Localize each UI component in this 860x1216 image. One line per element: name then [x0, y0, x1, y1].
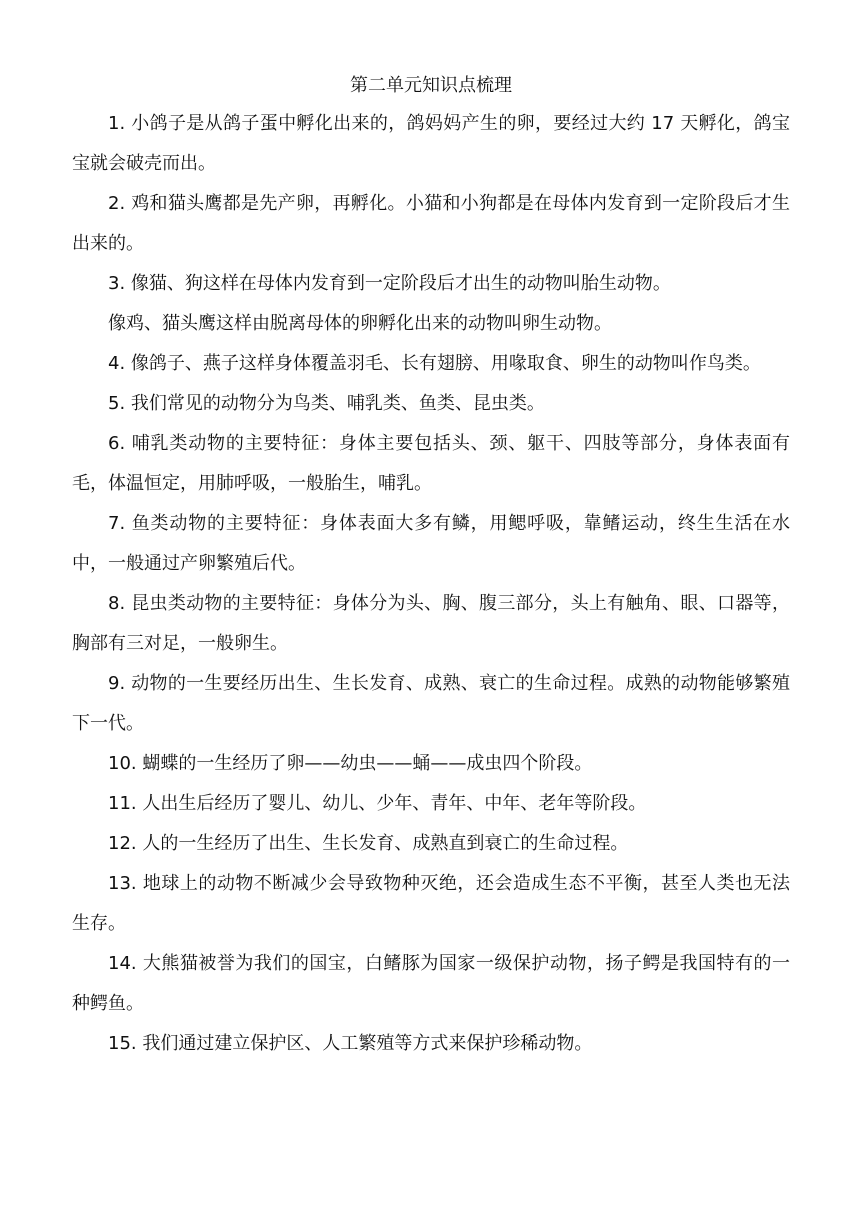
paragraph-10: 10. 蝴蝶的一生经历了卵——幼虫——蛹——成虫四个阶段。 — [108, 753, 593, 774]
document-title: 第二单元知识点梳理 — [350, 75, 512, 96]
paragraph-3: 3. 像猫、狗这样在母体内发育到一定阶段后才出生的动物叫胎生动物。 — [108, 273, 671, 294]
paragraph-8: 8. 昆虫类动物的主要特征：身体分为头、胸、腹三部分，头上有触角、眼、口器等，胸部有三对足，一般卵生。 — [72, 593, 790, 654]
paragraph-2: 2. 鸡和猫头鹰都是先产卵，再孵化。小猫和小狗都是在母体内发育到一定阶段后才生出来的。 — [72, 193, 790, 254]
paragraph-5: 5. 我们常见的动物分为鸟类、哺乳类、鱼类、昆虫类。 — [108, 393, 545, 414]
document-page — [72, 68, 790, 1064]
paragraph-1: 1. 小鸽子是从鸽子蛋中孵化出来的，鸽妈妈产生的卵，要经过大约 17 天孵化，鸽宝宝就会破壳而出。 — [72, 113, 790, 174]
paragraph-15: 15. 我们通过建立保护区、人工繁殖等方式来保护珍稀动物。 — [108, 1033, 593, 1054]
paragraph-14: 14. 大熊猫被誉为我们的国宝，白鳍豚为国家一级保护动物，扬子鳄是我国特有的一种鳄鱼。 — [72, 953, 790, 1014]
paragraph-11: 11. 人出生后经历了婴儿、幼儿、少年、青年、中年、老年等阶段。 — [108, 793, 647, 814]
paragraph-12: 12. 人的一生经历了出生、生长发育、成熟直到衰亡的生命过程。 — [108, 833, 629, 854]
paragraph-7: 7. 鱼类动物的主要特征：身体表面大多有鳞，用鳃呼吸，靠鳍运动，终生生活在水中，一般通过产卵繁殖后代。 — [72, 513, 790, 574]
paragraph-4: 4. 像鸽子、燕子这样身体覆盖羽毛、长有翅膀、用喙取食、卵生的动物叫作鸟类。 — [108, 353, 761, 374]
paragraph-3-continued: 像鸡、猫头鹰这样由脱离母体的卵孵化出来的动物叫卵生动物。 — [108, 313, 612, 334]
paragraph-9: 9. 动物的一生要经历出生、生长发育、成熟、衰亡的生命过程。成熟的动物能够繁殖下一代。 — [72, 673, 790, 734]
paragraph-13: 13. 地球上的动物不断减少会导致物种灭绝，还会造成生态不平衡，甚至人类也无法生存。 — [72, 873, 790, 934]
paragraph-6: 6. 哺乳类动物的主要特征：身体主要包括头、颈、躯干、四肢等部分，身体表面有毛，体温恒定，用肺呼吸，一般胎生，哺乳。 — [72, 433, 790, 494]
